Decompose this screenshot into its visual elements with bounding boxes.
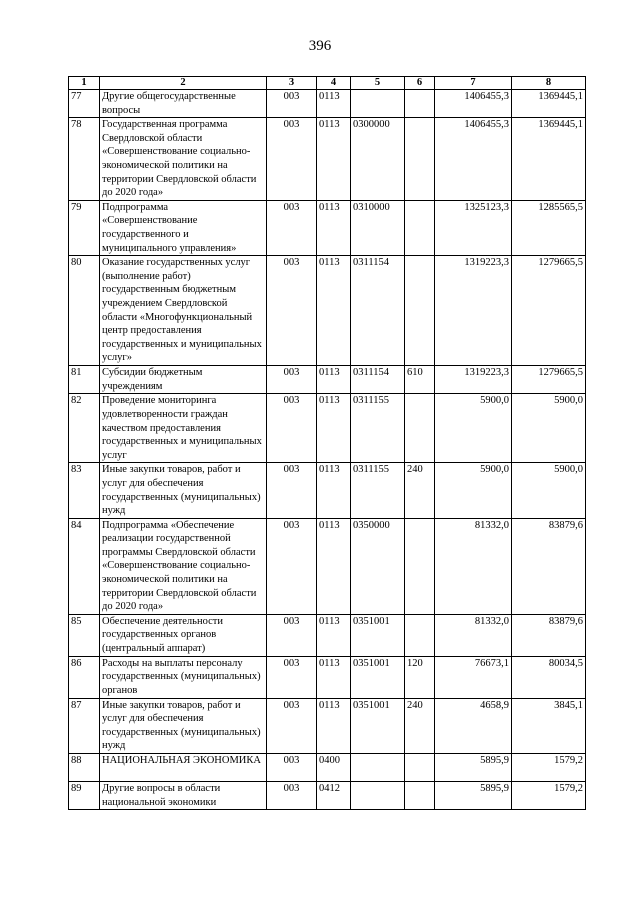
row-number: 78 (69, 118, 100, 201)
amount-col7: 81332,0 (435, 518, 512, 614)
target-code: 0311154 (351, 366, 405, 394)
type-code: 240 (405, 463, 435, 518)
table-row (69, 256, 586, 366)
target-code: 0311155 (351, 394, 405, 463)
type-code (405, 518, 435, 614)
table-body (69, 90, 586, 810)
type-code (405, 200, 435, 255)
column-header-8: 8 (512, 77, 586, 90)
table-row (69, 394, 586, 463)
table-row (69, 782, 586, 810)
column-header-4: 4 (317, 77, 351, 90)
code-3: 003 (267, 366, 317, 394)
type-code (405, 614, 435, 656)
item-name: Другие общегосударственные вопросы (100, 90, 267, 118)
column-header-7: 7 (435, 77, 512, 90)
section-code: 0113 (317, 366, 351, 394)
type-code: 610 (405, 366, 435, 394)
column-header-2: 2 (100, 77, 267, 90)
item-name: Оказание государственных услуг (выполнение работ) государственным бюджетным учреждением Свердловской области «Многофункциональный центр предоставления государственных и муниципальных услуг» (100, 256, 267, 366)
amount-col7: 1406455,3 (435, 118, 512, 201)
table-header-row (69, 77, 586, 90)
table-row (69, 698, 586, 753)
type-code (405, 394, 435, 463)
row-number: 83 (69, 463, 100, 518)
row-number: 87 (69, 698, 100, 753)
item-name: Подпрограмма «Обеспечение реализации государственной программы Свердловской области «Совершенствование социально-экономической политики на территории Свердловской области до 2020 года» (100, 518, 267, 614)
amount-col8: 1369445,1 (512, 118, 586, 201)
section-code: 0113 (317, 463, 351, 518)
table-row (69, 656, 586, 698)
code-3: 003 (267, 518, 317, 614)
row-number: 77 (69, 90, 100, 118)
item-name: Иные закупки товаров, работ и услуг для обеспечения государственных (муниципальных) нужд (100, 698, 267, 753)
table-row (69, 366, 586, 394)
target-code: 0310000 (351, 200, 405, 255)
code-3: 003 (267, 782, 317, 810)
code-3: 003 (267, 754, 317, 782)
row-number: 88 (69, 754, 100, 782)
item-name: Другие вопросы в области национальной экономики (100, 782, 267, 810)
amount-col8: 5900,0 (512, 463, 586, 518)
target-code: 0311154 (351, 256, 405, 366)
section-code: 0113 (317, 656, 351, 698)
table-row (69, 614, 586, 656)
row-number: 80 (69, 256, 100, 366)
table-row (69, 754, 586, 782)
amount-col7: 1319223,3 (435, 256, 512, 366)
code-3: 003 (267, 698, 317, 753)
amount-col7: 5900,0 (435, 394, 512, 463)
table-row (69, 90, 586, 118)
section-code: 0412 (317, 782, 351, 810)
row-number: 81 (69, 366, 100, 394)
type-code (405, 90, 435, 118)
amount-col8: 80034,5 (512, 656, 586, 698)
code-3: 003 (267, 394, 317, 463)
code-3: 003 (267, 614, 317, 656)
amount-col7: 76673,1 (435, 656, 512, 698)
section-code: 0113 (317, 256, 351, 366)
amount-col8: 1579,2 (512, 782, 586, 810)
amount-col7: 1319223,3 (435, 366, 512, 394)
section-code: 0113 (317, 200, 351, 255)
column-header-1: 1 (69, 77, 100, 90)
page-number: 396 (308, 38, 332, 54)
code-3: 003 (267, 256, 317, 366)
amount-col8: 3845,1 (512, 698, 586, 753)
target-code (351, 782, 405, 810)
item-name: Иные закупки товаров, работ и услуг для обеспечения государственных (муниципальных) нужд (100, 463, 267, 518)
section-code: 0113 (317, 118, 351, 201)
row-number: 82 (69, 394, 100, 463)
table-row (69, 463, 586, 518)
column-header-5: 5 (351, 77, 405, 90)
code-3: 003 (267, 90, 317, 118)
table-row (69, 200, 586, 255)
target-code: 0351001 (351, 614, 405, 656)
type-code (405, 782, 435, 810)
column-header-3: 3 (267, 77, 317, 90)
amount-col7: 1406455,3 (435, 90, 512, 118)
section-code: 0113 (317, 698, 351, 753)
code-3: 003 (267, 118, 317, 201)
section-code: 0113 (317, 90, 351, 118)
section-code: 0400 (317, 754, 351, 782)
column-header-6: 6 (405, 77, 435, 90)
item-name: Расходы на выплаты персоналу государственных (муниципальных) органов (100, 656, 267, 698)
amount-col8: 83879,6 (512, 518, 586, 614)
section-code: 0113 (317, 614, 351, 656)
item-name: Государственная программа Свердловской области «Совершенствование социально-экономической политики на территории Свердловской области до 2020 года» (100, 118, 267, 201)
item-name: Подпрограмма «Совершенствование государственного и муниципального управления» (100, 200, 267, 255)
item-name: НАЦИОНАЛЬНАЯ ЭКОНОМИКА (100, 754, 267, 782)
amount-col8: 1279665,5 (512, 256, 586, 366)
target-code (351, 90, 405, 118)
target-code: 0351001 (351, 656, 405, 698)
row-number: 84 (69, 518, 100, 614)
amount-col8: 1579,2 (512, 754, 586, 782)
item-name: Обеспечение деятельности государственных органов (центральный аппарат) (100, 614, 267, 656)
amount-col8: 83879,6 (512, 614, 586, 656)
table-row (69, 518, 586, 614)
code-3: 003 (267, 463, 317, 518)
row-number: 79 (69, 200, 100, 255)
row-number: 85 (69, 614, 100, 656)
amount-col7: 5895,9 (435, 754, 512, 782)
code-3: 003 (267, 656, 317, 698)
target-code: 0351001 (351, 698, 405, 753)
target-code (351, 754, 405, 782)
amount-col7: 81332,0 (435, 614, 512, 656)
code-3: 003 (267, 200, 317, 255)
item-name: Субсидии бюджетным учреждениям (100, 366, 267, 394)
section-code: 0113 (317, 394, 351, 463)
item-name: Проведение мониторинга удовлетворенности граждан качеством предоставления государственных и муниципальных услуг (100, 394, 267, 463)
type-code (405, 754, 435, 782)
amount-col7: 1325123,3 (435, 200, 512, 255)
amount-col7: 5900,0 (435, 463, 512, 518)
section-code: 0113 (317, 518, 351, 614)
type-code (405, 256, 435, 366)
amount-col8: 5900,0 (512, 394, 586, 463)
table-row (69, 118, 586, 201)
row-number: 86 (69, 656, 100, 698)
type-code: 120 (405, 656, 435, 698)
type-code: 240 (405, 698, 435, 753)
amount-col7: 4658,9 (435, 698, 512, 753)
target-code: 0300000 (351, 118, 405, 201)
amount-col8: 1369445,1 (512, 90, 586, 118)
target-code: 0311155 (351, 463, 405, 518)
type-code (405, 118, 435, 201)
budget-table (68, 76, 586, 810)
amount-col8: 1285565,5 (512, 200, 586, 255)
amount-col7: 5895,9 (435, 782, 512, 810)
target-code: 0350000 (351, 518, 405, 614)
amount-col8: 1279665,5 (512, 366, 586, 394)
row-number: 89 (69, 782, 100, 810)
